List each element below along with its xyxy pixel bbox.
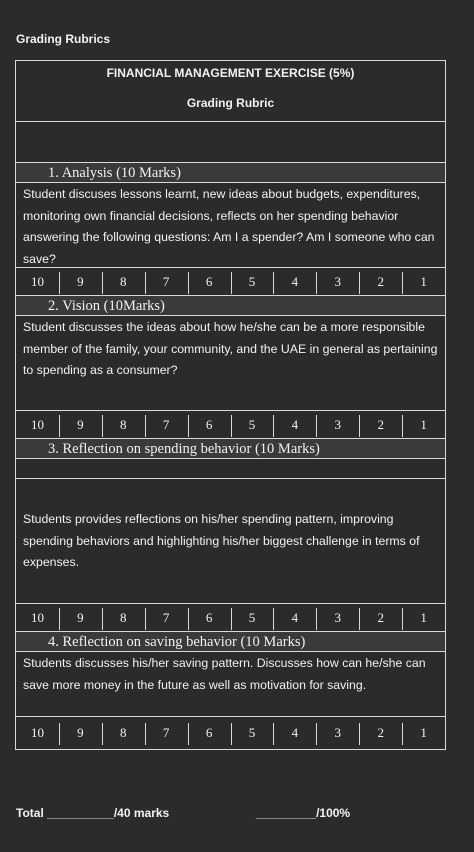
page-title: Grading Rubrics [16, 32, 111, 46]
score-5[interactable]: 5 [231, 411, 274, 439]
score-6[interactable]: 6 [188, 719, 231, 747]
section-heading-vision: 2. Vision (10Marks) [16, 296, 445, 316]
score-3[interactable]: 3 [316, 268, 359, 296]
score-scale [16, 604, 445, 632]
section-heading-analysis: 1. Analysis (10 Marks) [16, 163, 445, 183]
score-8[interactable]: 8 [102, 411, 145, 439]
score-2[interactable]: 2 [359, 719, 402, 747]
score-9[interactable]: 9 [59, 411, 102, 439]
score-1[interactable]: 1 [402, 604, 445, 632]
score-4[interactable]: 4 [273, 411, 316, 439]
score-8[interactable]: 8 [102, 268, 145, 296]
score-7[interactable]: 7 [145, 268, 188, 296]
score-10[interactable]: 10 [30, 273, 44, 289]
rubric-subtitle: Grading Rubric [186, 96, 275, 110]
score-8[interactable]: 8 [102, 604, 145, 632]
score-9[interactable]: 9 [59, 719, 102, 747]
score-4[interactable]: 4 [273, 719, 316, 747]
score-scale [16, 717, 445, 749]
score-10[interactable]: 10 [30, 725, 44, 740]
score-5[interactable]: 5 [231, 268, 274, 296]
total-marks: Total __________/40 marks [16, 806, 170, 820]
total-percent: _________/100% [256, 806, 351, 820]
score-2[interactable]: 2 [359, 268, 402, 296]
score-1[interactable]: 1 [402, 268, 445, 296]
rubric-title-row [16, 61, 445, 122]
score-4[interactable]: 4 [273, 268, 316, 296]
score-7[interactable]: 7 [145, 604, 188, 632]
score-2[interactable]: 2 [359, 411, 402, 439]
score-scale [16, 268, 445, 296]
score-2[interactable]: 2 [359, 604, 402, 632]
score-9[interactable]: 9 [59, 604, 102, 632]
score-10[interactable]: 10 [30, 609, 44, 625]
blank-row [16, 122, 445, 163]
score-9[interactable]: 9 [59, 268, 102, 296]
score-3[interactable]: 3 [316, 411, 359, 439]
section-description-analysis: Student discuses lessons learnt, new ideas about budgets, expenditures, monitoring own financial decisions, reflects on her spending behavior answering the following questions: Am I a spender? Am I someone who can save? [16, 183, 445, 268]
score-10[interactable]: 10 [30, 416, 44, 432]
section-description-vision: Student discusses the ideas about how he/she can be a more responsible member of the family, your community, and the UAE in general as pertaining to spending as a consumer? [16, 316, 445, 411]
score-3[interactable]: 3 [316, 719, 359, 747]
score-6[interactable]: 6 [188, 411, 231, 439]
rubric-table [15, 60, 446, 750]
score-6[interactable]: 6 [188, 604, 231, 632]
score-4[interactable]: 4 [273, 604, 316, 632]
score-5[interactable]: 5 [231, 719, 274, 747]
section-heading-saving: 4. Reflection on saving behavior (10 Marks) [16, 632, 445, 652]
section-description-saving: Students discusses his/her saving pattern. Discusses how can he/she can save more money in the future as well as motivation for saving. [16, 652, 445, 717]
section-heading-spending: 3. Reflection on spending behavior (10 Marks) [16, 439, 445, 459]
score-7[interactable]: 7 [145, 719, 188, 747]
exercise-title: FINANCIAL MANAGEMENT EXERCISE (5%) [106, 66, 355, 80]
score-3[interactable]: 3 [316, 604, 359, 632]
blank-row [16, 459, 445, 479]
score-8[interactable]: 8 [102, 719, 145, 747]
score-5[interactable]: 5 [231, 604, 274, 632]
score-6[interactable]: 6 [188, 268, 231, 296]
score-1[interactable]: 1 [402, 411, 445, 439]
score-1[interactable]: 1 [402, 719, 445, 747]
section-description-spending: Students provides reflections on his/her spending pattern, improving spending behaviors and highlighting his/her biggest challenge in terms of expenses. [16, 479, 445, 604]
score-7[interactable]: 7 [145, 411, 188, 439]
score-scale [16, 411, 445, 439]
